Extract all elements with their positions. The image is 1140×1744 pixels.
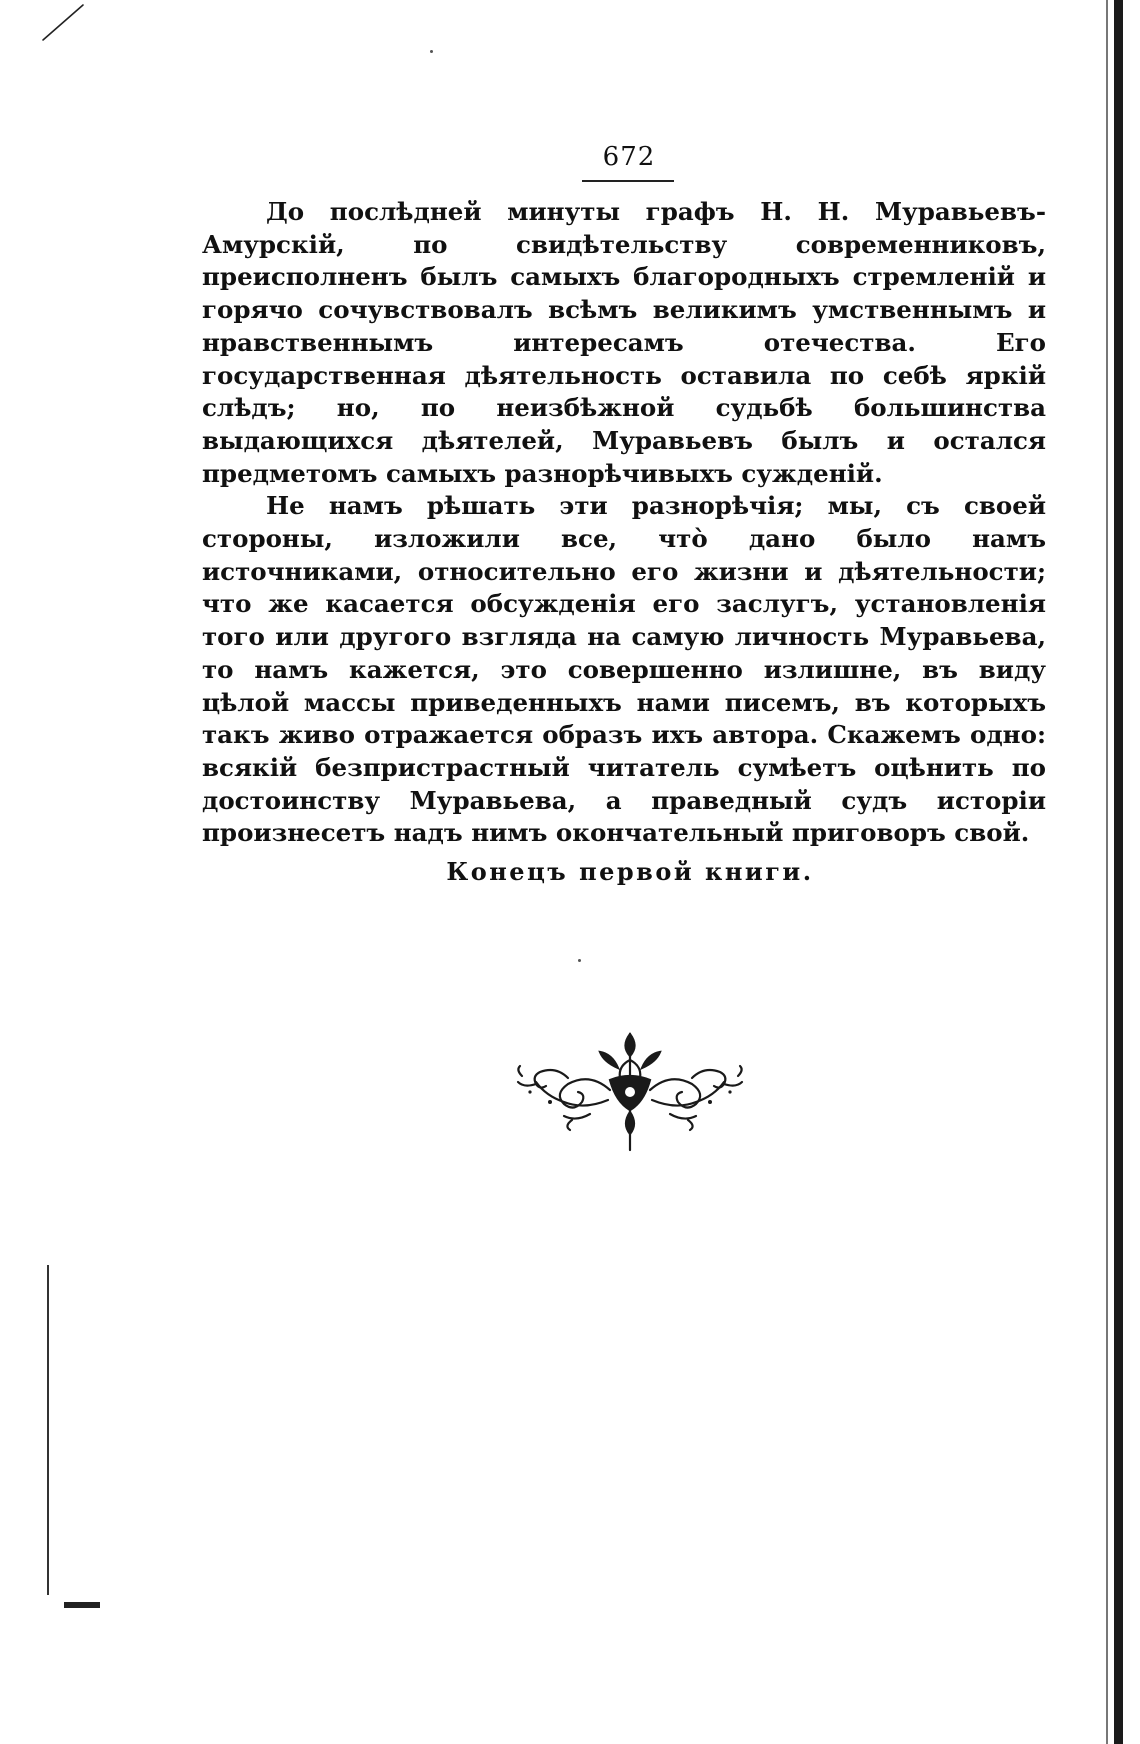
margin-tick xyxy=(64,1602,100,1608)
page-number: 672 xyxy=(602,142,656,172)
dust-speck xyxy=(578,959,581,962)
pen-stroke-mark xyxy=(38,2,88,42)
scan-edge-border xyxy=(1106,0,1128,1744)
paragraph: Не намъ рѣшать эти разнорѣчія; мы, съ своей стороны, изложили все, что̀ дано было намъ источниками, относительно его жизни и дѣятельности; что же касается обсужденія его заслугъ, установленія того или другого взгляда на самую личность Муравьева, то намъ кажется, это совершенно излишне, въ виду цѣлой массы приведенныхъ нами писемъ, въ которыхъ такъ живо отражается образъ ихъ автора. Скажемъ одно: всякій безпристрастный читатель сумѣетъ оцѣнить по достоинству Муравьева, а праведный судъ исторіи произнесетъ надъ нимъ окончательный приговоръ свой. xyxy=(202,491,1046,848)
paragraph: До послѣдней минуты графъ Н. Н. Муравьевъ-Амурскій, по свидѣтельству современниковъ, преисполненъ былъ самыхъ благородныхъ стремленій и горячо сочувствовалъ всѣмъ великимъ умственнымъ и нравственнымъ интересамъ отечества. Его государственная дѣятельность оставила по себѣ яркій слѣдъ; но, по неизбѣжной судьбѣ большинства выдающихся дѣятелей, Муравьевъ былъ и остался предметомъ самыхъ разнорѣчивыхъ сужденій. xyxy=(202,197,1046,488)
margin-rule xyxy=(47,1265,49,1595)
body-text xyxy=(202,196,1046,850)
floral-tailpiece-icon xyxy=(510,1030,750,1152)
page-number-rule xyxy=(582,180,674,182)
book-end-line: Конецъ первой книги. xyxy=(446,857,814,886)
dust-speck xyxy=(430,50,433,53)
